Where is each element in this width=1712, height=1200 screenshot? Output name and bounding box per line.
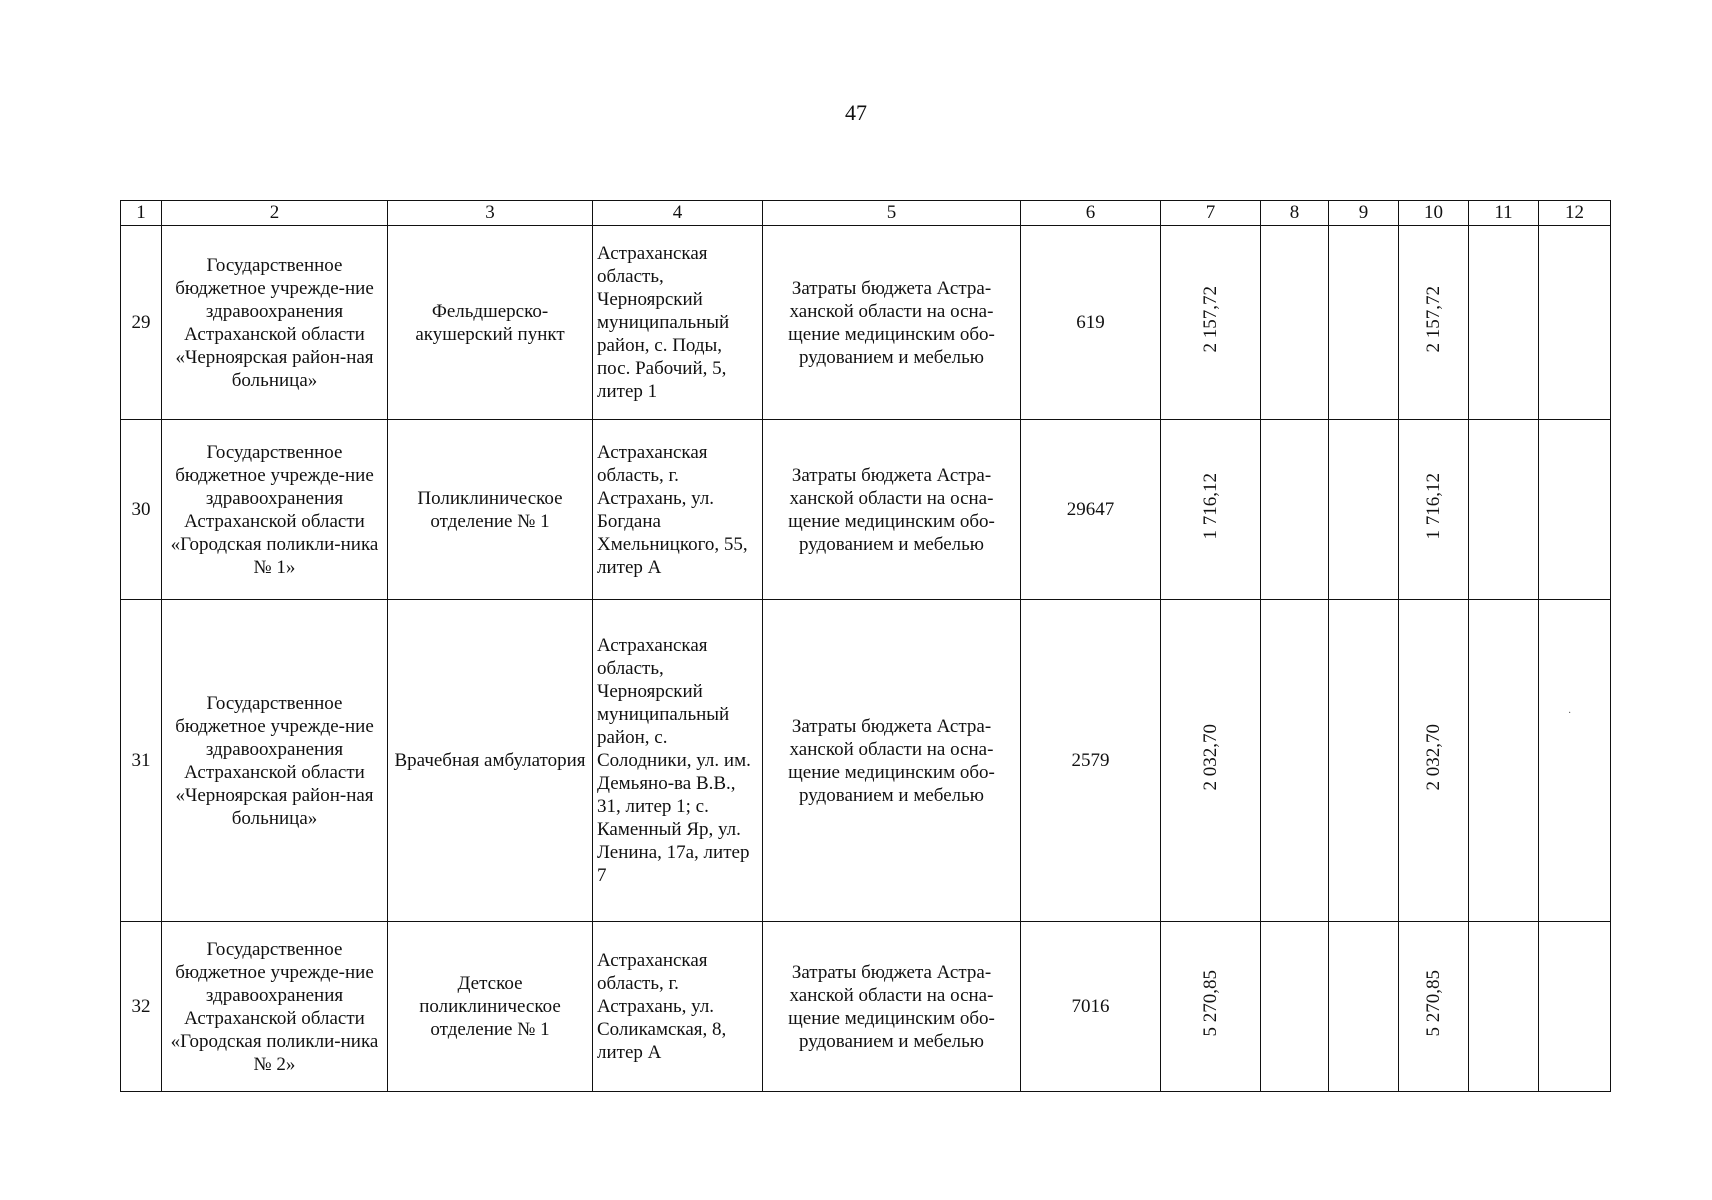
code-cell: 7016	[1021, 922, 1161, 1092]
empty-cell	[1469, 420, 1539, 600]
amount-cell	[1161, 600, 1261, 922]
empty-cell	[1469, 600, 1539, 922]
header-cell: 8	[1261, 201, 1329, 226]
empty-cell	[1539, 420, 1611, 600]
table-row	[121, 420, 1611, 600]
empty-cell	[1539, 226, 1611, 420]
amount-value: 5 270,85	[1200, 970, 1221, 1037]
header-cell: 11	[1469, 201, 1539, 226]
address-cell: Астраханская область, Черноярский муниципальный район, с. Поды, пос. Рабочий, 5, литер 1	[593, 226, 763, 420]
header-cell: 7	[1161, 201, 1261, 226]
data-table	[120, 200, 1611, 1092]
row-number: 31	[121, 600, 162, 922]
empty-cell	[1469, 922, 1539, 1092]
page-number: 47	[845, 100, 867, 125]
amount-value: 2 157,72	[1200, 286, 1221, 353]
amount-value: 2 032,70	[1200, 724, 1221, 791]
amount-cell	[1399, 226, 1469, 420]
empty-cell	[1261, 922, 1329, 1092]
table-row	[121, 226, 1611, 420]
facility-cell: Фельдшерско-акушерский пункт	[388, 226, 593, 420]
organization-cell: Государственное бюджетное учрежде-ние здравоохранения Астраханской области «Городская поликли-ника № 1»	[162, 420, 388, 600]
amount-cell	[1399, 420, 1469, 600]
header-row	[121, 201, 1611, 226]
address-cell: Астраханская область, г. Астрахань, ул. Соликамская, 8, литер А	[593, 922, 763, 1092]
header-cell: 3	[388, 201, 593, 226]
source-cell: Затраты бюджета Астра-ханской области на осна-щение медицинским обо-рудованием и мебелью	[763, 420, 1021, 600]
empty-cell	[1539, 922, 1611, 1092]
amount-cell	[1161, 420, 1261, 600]
header-cell: 1	[121, 201, 162, 226]
code-cell: 619	[1021, 226, 1161, 420]
source-cell: Затраты бюджета Астра-ханской области на осна-щение медицинским обо-рудованием и мебелью	[763, 226, 1021, 420]
amount-value: 2 032,70	[1423, 724, 1444, 791]
facility-cell: Поликлиническое отделение № 1	[388, 420, 593, 600]
header-cell: 6	[1021, 201, 1161, 226]
table-row	[121, 600, 1611, 922]
code-cell: 2579	[1021, 600, 1161, 922]
amount-cell	[1399, 600, 1469, 922]
empty-cell	[1329, 600, 1399, 922]
row-number: 30	[121, 420, 162, 600]
empty-cell	[1329, 226, 1399, 420]
empty-cell	[1329, 922, 1399, 1092]
row-number: 32	[121, 922, 162, 1092]
header-cell: 12	[1539, 201, 1611, 226]
scan-speck: ·	[1568, 708, 1572, 719]
source-cell: Затраты бюджета Астра-ханской области на осна-щение медицинским обо-рудованием и мебелью	[763, 922, 1021, 1092]
organization-cell: Государственное бюджетное учрежде-ние здравоохранения Астраханской области «Черноярская район-ная больница»	[162, 226, 388, 420]
address-cell: Астраханская область, Черноярский муниципальный район, с. Солодники, ул. им. Демьяно-ва В.В., 31, литер 1; с. Каменный Яр, ул. Ленина, 17а, литер 7	[593, 600, 763, 922]
empty-cell	[1329, 420, 1399, 600]
source-cell: Затраты бюджета Астра-ханской области на осна-щение медицинским обо-рудованием и мебелью	[763, 600, 1021, 922]
header-cell: 9	[1329, 201, 1399, 226]
organization-cell: Государственное бюджетное учрежде-ние здравоохранения Астраханской области «Черноярская район-ная больница»	[162, 600, 388, 922]
amount-value: 1 716,12	[1423, 473, 1444, 540]
code-cell: 29647	[1021, 420, 1161, 600]
row-number: 29	[121, 226, 162, 420]
amount-value: 5 270,85	[1423, 970, 1444, 1037]
header-cell: 5	[763, 201, 1021, 226]
amount-cell	[1161, 226, 1261, 420]
empty-cell	[1261, 420, 1329, 600]
header-cell: 10	[1399, 201, 1469, 226]
header-cell: 4	[593, 201, 763, 226]
amount-cell	[1161, 922, 1261, 1092]
amount-value: 2 157,72	[1423, 286, 1444, 353]
address-cell: Астраханская область, г. Астрахань, ул. Богдана Хмельницкого, 55, литер А	[593, 420, 763, 600]
empty-cell	[1539, 600, 1611, 922]
amount-cell	[1399, 922, 1469, 1092]
empty-cell	[1469, 226, 1539, 420]
empty-cell	[1261, 600, 1329, 922]
facility-cell: Детское поликлиническое отделение № 1	[388, 922, 593, 1092]
organization-cell: Государственное бюджетное учрежде-ние здравоохранения Астраханской области «Городская поликли-ника № 2»	[162, 922, 388, 1092]
amount-value: 1 716,12	[1200, 473, 1221, 540]
facility-cell: Врачебная амбулатория	[388, 600, 593, 922]
header-cell: 2	[162, 201, 388, 226]
empty-cell	[1261, 226, 1329, 420]
table-row	[121, 922, 1611, 1092]
